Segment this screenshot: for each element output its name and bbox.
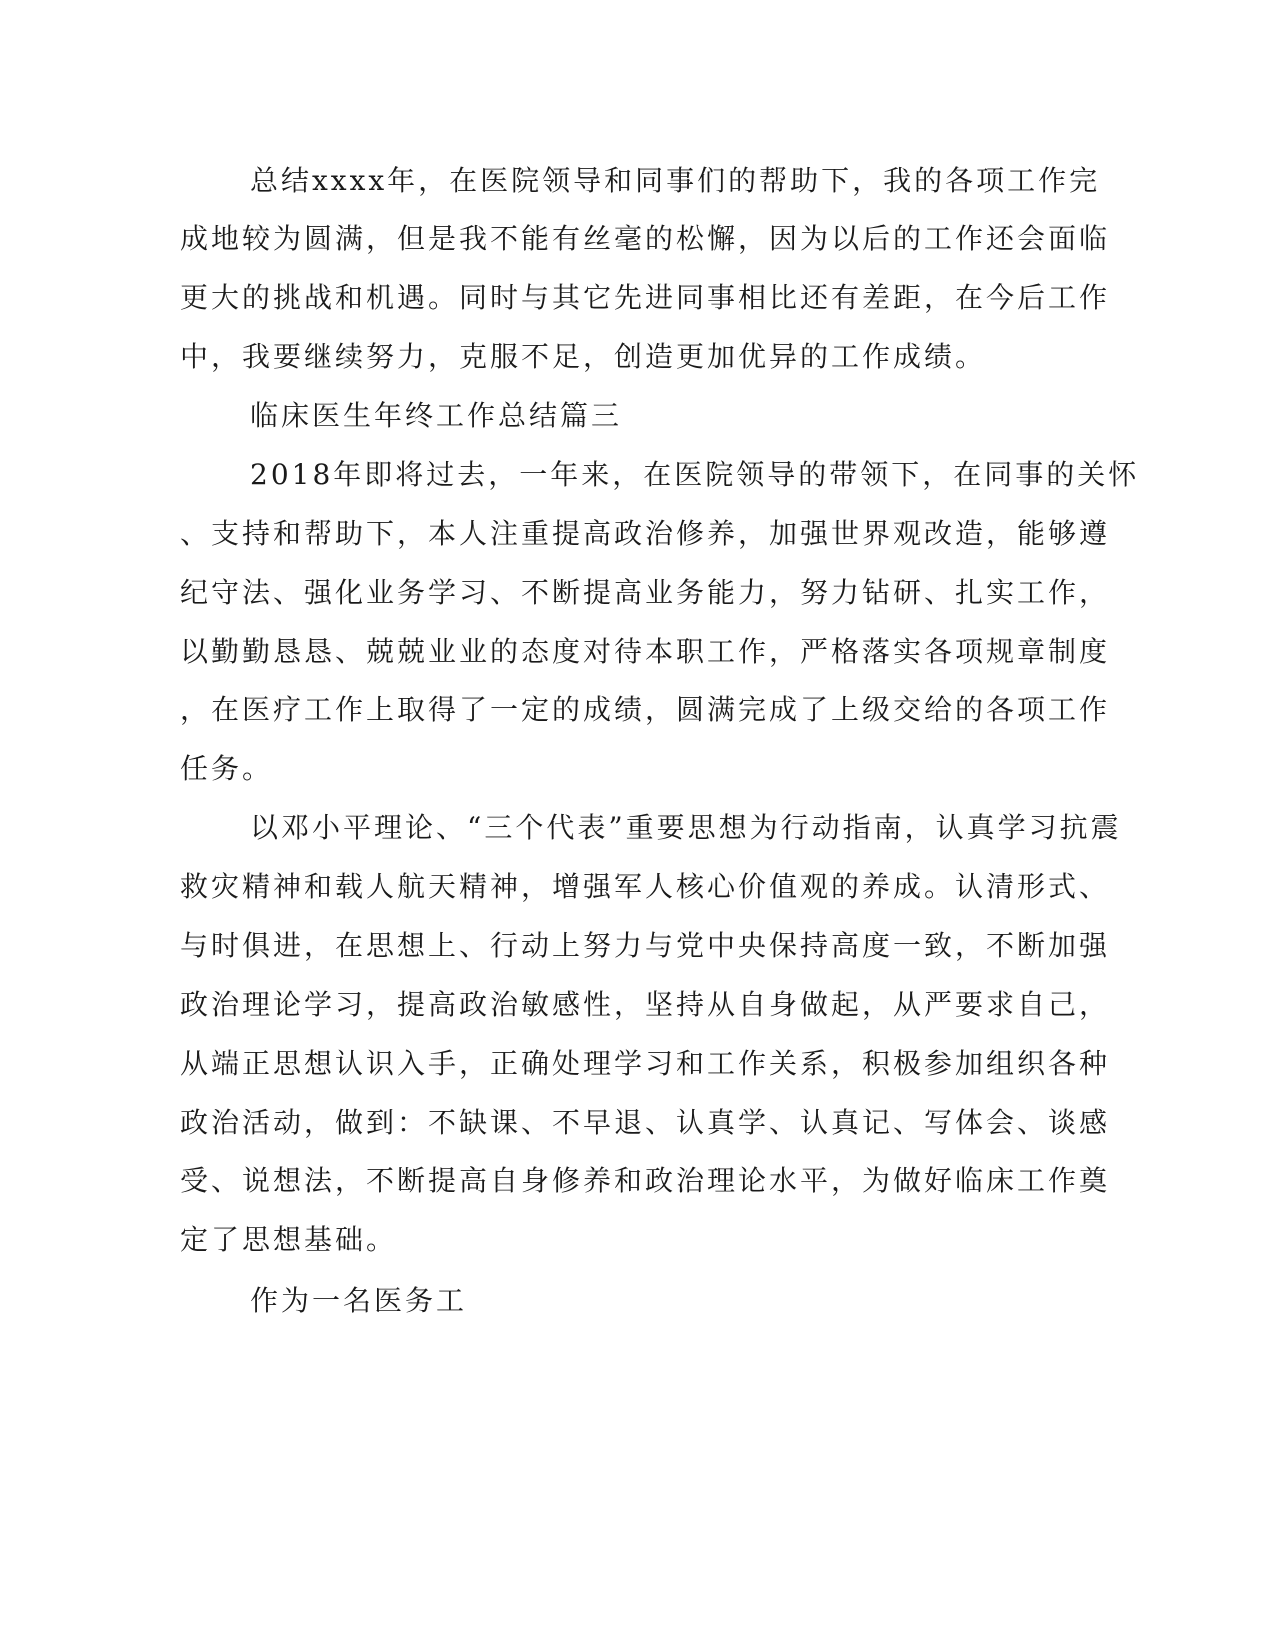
text-line: 与时俱进，在思想上、行动上努力与党中央保持高度一致，不断加强 (180, 929, 1111, 962)
text-line: 定了思想基础。 (180, 1223, 398, 1256)
text-line: 政治活动，做到：不缺课、不早退、认真学、认真记、写体会、谈感 (180, 1106, 1111, 1139)
text-line: 以邓小平理论、“三个代表”重要思想为行动指南，认真学习抗震 (250, 811, 1122, 844)
text-line: 作为一名医务工 (250, 1284, 468, 1317)
section-heading: 临床医生年终工作总结篇三 (250, 399, 623, 432)
text-line: 2018年即将过去，一年来，在医院领导的带领下，在同事的关怀 (250, 458, 1140, 491)
text-line: ，在医疗工作上取得了一定的成绩，圆满完成了上级交给的各项工作 (180, 693, 1111, 726)
text-line: 成地较为圆满，但是我不能有丝毫的松懈，因为以后的工作还会面临 (180, 222, 1111, 255)
text-line: 、支持和帮助下，本人注重提高政治修养，加强世界观改造，能够遵 (180, 517, 1111, 550)
text-line: 更大的挑战和机遇。同时与其它先进同事相比还有差距，在今后工作 (180, 281, 1111, 314)
text-line: 救灾精神和载人航天精神，增强军人核心价值观的养成。认清形式、 (180, 870, 1111, 903)
text-line: 政治理论学习，提高政治敏感性，坚持从自身做起，从严要求自己， (180, 988, 1111, 1021)
text-line: 中，我要继续努力，克服不足，创造更加优异的工作成绩。 (180, 340, 987, 373)
text-line: 以勤勤恳恳、兢兢业业的态度对待本职工作，严格落实各项规章制度 (180, 635, 1111, 668)
text-line: 从端正思想认识入手，正确处理学习和工作关系，积极参加组织各种 (180, 1047, 1111, 1080)
text-line: 纪守法、强化业务学习、不断提高业务能力，努力钻研、扎实工作， (180, 576, 1111, 609)
text-line: 总结xxxx年，在医院领导和同事们的帮助下，我的各项工作完 (250, 164, 1101, 197)
text-line: 任务。 (180, 752, 274, 785)
text-line: 受、说想法，不断提高自身修养和政治理论水平，为做好临床工作奠 (180, 1164, 1111, 1197)
